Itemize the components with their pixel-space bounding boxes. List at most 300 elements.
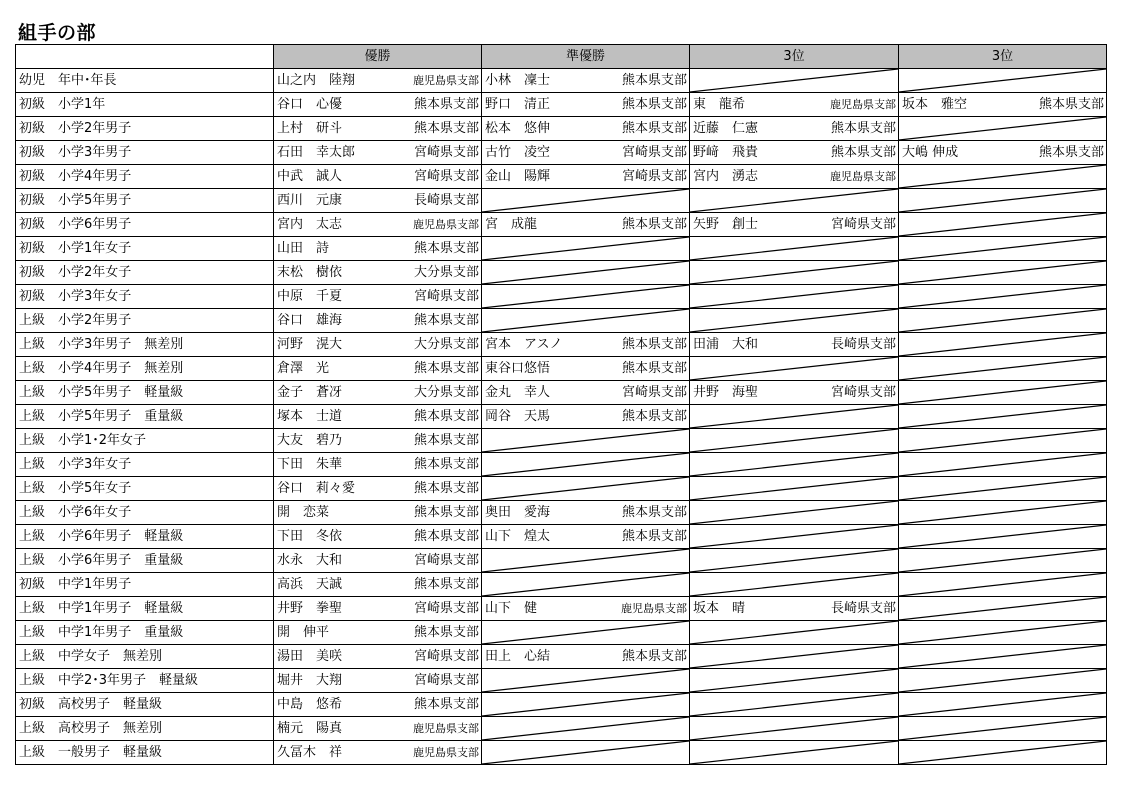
category-cell: 初級 高校男子 軽量級 (16, 693, 274, 717)
branch-name: 熊本県支部 (621, 361, 687, 376)
empty-cell (690, 405, 899, 429)
runner-up-cell (482, 333, 690, 357)
diagonal-slash (899, 549, 1106, 572)
category-cell: 上級 一般男子 軽量級 (16, 741, 274, 765)
competitor-name: 石田 幸太郎 (277, 145, 356, 160)
diagonal-slash (899, 69, 1106, 92)
diagonal-slash (482, 669, 689, 692)
empty-cell (482, 309, 690, 333)
competitor-name: 金山 陽輝 (485, 169, 551, 184)
table-row (16, 645, 1107, 669)
table-row (16, 117, 1107, 141)
table-row (16, 381, 1107, 405)
empty-cell (690, 525, 899, 549)
runner-up-cell (482, 69, 690, 93)
empty-cell (899, 525, 1107, 549)
competitor-name: 大嶋 伸成 (902, 145, 959, 160)
branch-name: 熊本県支部 (413, 409, 479, 424)
competitor-name: 山下 健 (485, 601, 538, 616)
diagonal-slash (899, 237, 1106, 260)
branch-name: 熊本県支部 (413, 529, 479, 544)
winner-cell (274, 573, 482, 597)
winner-cell (274, 237, 482, 261)
branch-name: 熊本県支部 (1038, 97, 1104, 112)
empty-cell (899, 333, 1107, 357)
branch-name: 宮崎県支部 (413, 289, 479, 304)
diagonal-slash (899, 117, 1106, 140)
table-row (16, 525, 1107, 549)
table-row (16, 573, 1107, 597)
table-row (16, 597, 1107, 621)
category-cell: 幼児 年中･年長 (16, 69, 274, 93)
branch-name: 長崎県支部 (413, 193, 479, 208)
competitor-name: 野﨑 飛貴 (693, 145, 759, 160)
empty-cell (482, 717, 690, 741)
diagonal-slash (899, 645, 1106, 668)
empty-cell (899, 117, 1107, 141)
table-row (16, 453, 1107, 477)
empty-cell (899, 189, 1107, 213)
winner-cell (274, 453, 482, 477)
empty-cell (482, 261, 690, 285)
empty-cell (899, 477, 1107, 501)
winner-cell (274, 741, 482, 765)
competitor-name: 水永 大和 (277, 553, 343, 568)
competitor-name: 大友 碧乃 (277, 433, 343, 448)
branch-name: 鹿児島県支部 (621, 602, 687, 615)
winner-cell (274, 189, 482, 213)
winner-cell (274, 597, 482, 621)
diagonal-slash (690, 525, 898, 548)
winner-cell (274, 717, 482, 741)
table-row (16, 405, 1107, 429)
table-row (16, 429, 1107, 453)
diagonal-slash (690, 429, 898, 452)
table-row (16, 477, 1107, 501)
table-row (16, 237, 1107, 261)
diagonal-slash (482, 621, 689, 644)
empty-cell (899, 501, 1107, 525)
empty-cell (482, 693, 690, 717)
competitor-name: 矢野 創士 (693, 217, 759, 232)
category-cell: 上級 小学5年女子 (16, 477, 274, 501)
branch-name: 熊本県支部 (621, 529, 687, 544)
branch-name: 熊本県支部 (413, 697, 479, 712)
empty-cell (482, 429, 690, 453)
branch-name: 宮崎県支部 (621, 169, 687, 184)
empty-cell (899, 285, 1107, 309)
third-b-cell (899, 141, 1107, 165)
winner-cell (274, 669, 482, 693)
category-cell: 初級 小学3年女子 (16, 285, 274, 309)
table-row (16, 165, 1107, 189)
header-winner: 優勝 (274, 45, 482, 69)
branch-name: 鹿児島県支部 (413, 746, 479, 759)
diagonal-slash (690, 549, 898, 572)
empty-cell (690, 357, 899, 381)
branch-name: 熊本県支部 (621, 337, 687, 352)
competitor-name: 下田 冬依 (277, 529, 343, 544)
empty-cell (690, 501, 899, 525)
category-cell: 上級 小学5年男子 重量級 (16, 405, 274, 429)
diagonal-slash (899, 357, 1106, 380)
empty-cell (899, 237, 1107, 261)
competitor-name: 金丸 幸人 (485, 385, 551, 400)
diagonal-slash (899, 477, 1106, 500)
winner-cell (274, 213, 482, 237)
empty-cell (690, 717, 899, 741)
competitor-name: 山田 詩 (277, 241, 330, 256)
table-row (16, 549, 1107, 573)
diagonal-slash (482, 573, 689, 596)
header-category (16, 45, 274, 69)
empty-cell (690, 69, 899, 93)
diagonal-slash (899, 693, 1106, 716)
empty-cell (690, 261, 899, 285)
category-cell: 上級 小学3年男子 無差別 (16, 333, 274, 357)
empty-cell (899, 213, 1107, 237)
diagonal-slash (690, 621, 898, 644)
branch-name: 長崎県支部 (830, 337, 896, 352)
competitor-name: 山下 煌太 (485, 529, 551, 544)
branch-name: 宮崎県支部 (621, 385, 687, 400)
table-row (16, 189, 1107, 213)
results-table (15, 44, 1107, 765)
competitor-name: 河野 滉大 (277, 337, 343, 352)
diagonal-slash (899, 741, 1106, 764)
winner-cell (274, 381, 482, 405)
empty-cell (690, 645, 899, 669)
diagonal-slash (690, 477, 898, 500)
competitor-name: 小林 凜士 (485, 73, 551, 88)
empty-cell (482, 621, 690, 645)
table-row (16, 717, 1107, 741)
competitor-name: 松本 悠伸 (485, 121, 551, 136)
diagonal-slash (690, 69, 898, 92)
diagonal-slash (482, 741, 689, 764)
competitor-name: 宮本 アスノ (485, 337, 563, 352)
winner-cell (274, 429, 482, 453)
empty-cell (482, 669, 690, 693)
winner-cell (274, 501, 482, 525)
empty-cell (482, 453, 690, 477)
runner-up-cell (482, 357, 690, 381)
category-cell: 上級 中学1年男子 軽量級 (16, 597, 274, 621)
branch-name: 鹿児島県支部 (413, 218, 479, 231)
category-cell: 上級 高校男子 無差別 (16, 717, 274, 741)
competitor-name: 西川 元康 (277, 193, 343, 208)
empty-cell (690, 285, 899, 309)
header-third-b: 3位 (899, 45, 1107, 69)
empty-cell (482, 573, 690, 597)
third-a-cell (690, 597, 899, 621)
competitor-name: 堀井 大翔 (277, 673, 343, 688)
competitor-name: 宮 成龍 (485, 217, 538, 232)
empty-cell (690, 549, 899, 573)
runner-up-cell (482, 141, 690, 165)
diagonal-slash (690, 261, 898, 284)
branch-name: 熊本県支部 (621, 649, 687, 664)
diagonal-slash (899, 621, 1106, 644)
winner-cell (274, 261, 482, 285)
category-cell: 上級 小学3年女子 (16, 453, 274, 477)
diagonal-slash (482, 549, 689, 572)
empty-cell (690, 741, 899, 765)
header-row (16, 45, 1107, 69)
competitor-name: 坂本 晴 (693, 601, 746, 616)
branch-name: 宮崎県支部 (413, 649, 479, 664)
category-cell: 上級 小学4年男子 無差別 (16, 357, 274, 381)
competitor-name: 谷口 莉々愛 (277, 481, 356, 496)
empty-cell (899, 165, 1107, 189)
empty-cell (899, 741, 1107, 765)
runner-up-cell (482, 165, 690, 189)
empty-cell (899, 381, 1107, 405)
diagonal-slash (690, 309, 898, 332)
branch-name: 熊本県支部 (413, 457, 479, 472)
branch-name: 宮崎県支部 (621, 145, 687, 160)
branch-name: 熊本県支部 (413, 121, 479, 136)
diagonal-slash (899, 333, 1106, 356)
diagonal-slash (899, 717, 1106, 740)
category-cell: 上級 中学1年男子 重量級 (16, 621, 274, 645)
branch-name: 大分県支部 (413, 265, 479, 280)
category-cell: 初級 小学4年男子 (16, 165, 274, 189)
branch-name: 宮崎県支部 (413, 169, 479, 184)
third-a-cell (690, 213, 899, 237)
competitor-name: 湯田 美咲 (277, 649, 343, 664)
header-third-a: 3位 (690, 45, 899, 69)
competitor-name: 下田 朱華 (277, 457, 343, 472)
competitor-name: 末松 樹依 (277, 265, 343, 280)
table-row (16, 285, 1107, 309)
diagonal-slash (690, 237, 898, 260)
category-cell: 初級 小学2年女子 (16, 261, 274, 285)
competitor-name: 奥田 愛海 (485, 505, 551, 520)
table-row (16, 693, 1107, 717)
diagonal-slash (482, 429, 689, 452)
third-a-cell (690, 333, 899, 357)
diagonal-slash (690, 573, 898, 596)
branch-name: 熊本県支部 (621, 409, 687, 424)
page-title: 組手の部 (18, 22, 97, 44)
branch-name: 熊本県支部 (621, 121, 687, 136)
diagonal-slash (899, 501, 1106, 524)
winner-cell (274, 117, 482, 141)
runner-up-cell (482, 381, 690, 405)
competitor-name: 開 伸平 (277, 625, 330, 640)
table-row (16, 357, 1107, 381)
branch-name: 鹿児島県支部 (830, 98, 896, 111)
winner-cell (274, 477, 482, 501)
category-cell: 初級 小学6年男子 (16, 213, 274, 237)
branch-name: 熊本県支部 (621, 505, 687, 520)
winner-cell (274, 141, 482, 165)
empty-cell (482, 237, 690, 261)
winner-cell (274, 621, 482, 645)
runner-up-cell (482, 213, 690, 237)
diagonal-slash (690, 405, 898, 428)
diagonal-slash (899, 429, 1106, 452)
diagonal-slash (690, 741, 898, 764)
empty-cell (899, 69, 1107, 93)
branch-name: 大分県支部 (413, 337, 479, 352)
empty-cell (690, 189, 899, 213)
branch-name: 長崎県支部 (830, 601, 896, 616)
table-row (16, 93, 1107, 117)
branch-name: 熊本県支部 (830, 145, 896, 160)
diagonal-slash (899, 213, 1106, 236)
diagonal-slash (482, 189, 689, 212)
diagonal-slash (899, 405, 1106, 428)
branch-name: 熊本県支部 (1038, 145, 1104, 160)
competitor-name: 谷口 心優 (277, 97, 343, 112)
empty-cell (690, 693, 899, 717)
empty-cell (482, 549, 690, 573)
diagonal-slash (690, 453, 898, 476)
branch-name: 熊本県支部 (413, 625, 479, 640)
diagonal-slash (899, 453, 1106, 476)
branch-name: 熊本県支部 (621, 73, 687, 88)
branch-name: 鹿児島県支部 (413, 722, 479, 735)
competitor-name: 宮内 太志 (277, 217, 343, 232)
competitor-name: 東 龍希 (693, 97, 746, 112)
category-cell: 初級 小学1年女子 (16, 237, 274, 261)
third-a-cell (690, 117, 899, 141)
branch-name: 鹿児島県支部 (413, 74, 479, 87)
branch-name: 熊本県支部 (830, 121, 896, 136)
competitor-name: 高浜 天誠 (277, 577, 343, 592)
diagonal-slash (899, 573, 1106, 596)
diagonal-slash (899, 285, 1106, 308)
diagonal-slash (899, 597, 1106, 620)
branch-name: 宮崎県支部 (413, 601, 479, 616)
branch-name: 宮崎県支部 (830, 217, 896, 232)
third-a-cell (690, 93, 899, 117)
competitor-name: 近藤 仁憲 (693, 121, 759, 136)
diagonal-slash (482, 477, 689, 500)
competitor-name: 野口 清正 (485, 97, 551, 112)
third-a-cell (690, 381, 899, 405)
empty-cell (899, 357, 1107, 381)
competitor-name: 塚本 士道 (277, 409, 343, 424)
diagonal-slash (482, 693, 689, 716)
category-cell: 初級 中学1年男子 (16, 573, 274, 597)
empty-cell (899, 309, 1107, 333)
diagonal-slash (482, 285, 689, 308)
competitor-name: 久冨木 祥 (277, 745, 343, 760)
branch-name: 熊本県支部 (621, 217, 687, 232)
runner-up-cell (482, 117, 690, 141)
winner-cell (274, 405, 482, 429)
competitor-name: 中武 誠人 (277, 169, 343, 184)
competitor-name: 楠元 陽真 (277, 721, 343, 736)
category-cell: 上級 小学6年女子 (16, 501, 274, 525)
branch-name: 宮崎県支部 (413, 553, 479, 568)
branch-name: 熊本県支部 (413, 577, 479, 592)
diagonal-slash (899, 189, 1106, 212)
category-cell: 初級 小学3年男子 (16, 141, 274, 165)
branch-name: 宮崎県支部 (830, 385, 896, 400)
diagonal-slash (690, 357, 898, 380)
winner-cell (274, 69, 482, 93)
empty-cell (899, 621, 1107, 645)
runner-up-cell (482, 597, 690, 621)
header-runner-up: 準優勝 (482, 45, 690, 69)
competitor-name: 山之内 陸翔 (277, 73, 356, 88)
empty-cell (482, 477, 690, 501)
diagonal-slash (690, 501, 898, 524)
category-cell: 上級 中学2･3年男子 軽量級 (16, 669, 274, 693)
table-row (16, 669, 1107, 693)
diagonal-slash (899, 381, 1106, 404)
runner-up-cell (482, 645, 690, 669)
empty-cell (482, 741, 690, 765)
branch-name: 熊本県支部 (413, 505, 479, 520)
empty-cell (899, 573, 1107, 597)
diagonal-slash (690, 285, 898, 308)
winner-cell (274, 309, 482, 333)
competitor-name: 井野 海聖 (693, 385, 759, 400)
branch-name: 熊本県支部 (621, 97, 687, 112)
table-row (16, 213, 1107, 237)
runner-up-cell (482, 501, 690, 525)
table-row (16, 501, 1107, 525)
empty-cell (899, 693, 1107, 717)
diagonal-slash (690, 717, 898, 740)
category-cell: 初級 小学5年男子 (16, 189, 274, 213)
branch-name: 熊本県支部 (413, 433, 479, 448)
runner-up-cell (482, 525, 690, 549)
empty-cell (690, 621, 899, 645)
branch-name: 鹿児島県支部 (830, 170, 896, 183)
diagonal-slash (899, 165, 1106, 188)
empty-cell (482, 285, 690, 309)
diagonal-slash (899, 669, 1106, 692)
category-cell: 上級 小学6年男子 重量級 (16, 549, 274, 573)
winner-cell (274, 645, 482, 669)
competitor-name: 上村 研斗 (277, 121, 343, 136)
diagonal-slash (899, 309, 1106, 332)
runner-up-cell (482, 405, 690, 429)
competitor-name: 金子 蒼冴 (277, 385, 343, 400)
empty-cell (690, 477, 899, 501)
winner-cell (274, 285, 482, 309)
category-cell: 上級 小学1･2年女子 (16, 429, 274, 453)
competitor-name: 田上 心結 (485, 649, 551, 664)
empty-cell (899, 717, 1107, 741)
empty-cell (690, 573, 899, 597)
competitor-name: 開 恋菜 (277, 505, 330, 520)
empty-cell (899, 549, 1107, 573)
table-row (16, 621, 1107, 645)
table-row (16, 261, 1107, 285)
table-row (16, 141, 1107, 165)
competitor-name: 岡谷 天馬 (485, 409, 551, 424)
diagonal-slash (690, 189, 898, 212)
category-cell: 上級 中学女子 無差別 (16, 645, 274, 669)
empty-cell (899, 429, 1107, 453)
competitor-name: 宮内 湧志 (693, 169, 759, 184)
category-cell: 上級 小学6年男子 軽量級 (16, 525, 274, 549)
diagonal-slash (899, 261, 1106, 284)
diagonal-slash (690, 645, 898, 668)
empty-cell (899, 405, 1107, 429)
diagonal-slash (482, 717, 689, 740)
empty-cell (690, 237, 899, 261)
branch-name: 宮崎県支部 (413, 673, 479, 688)
third-a-cell (690, 165, 899, 189)
